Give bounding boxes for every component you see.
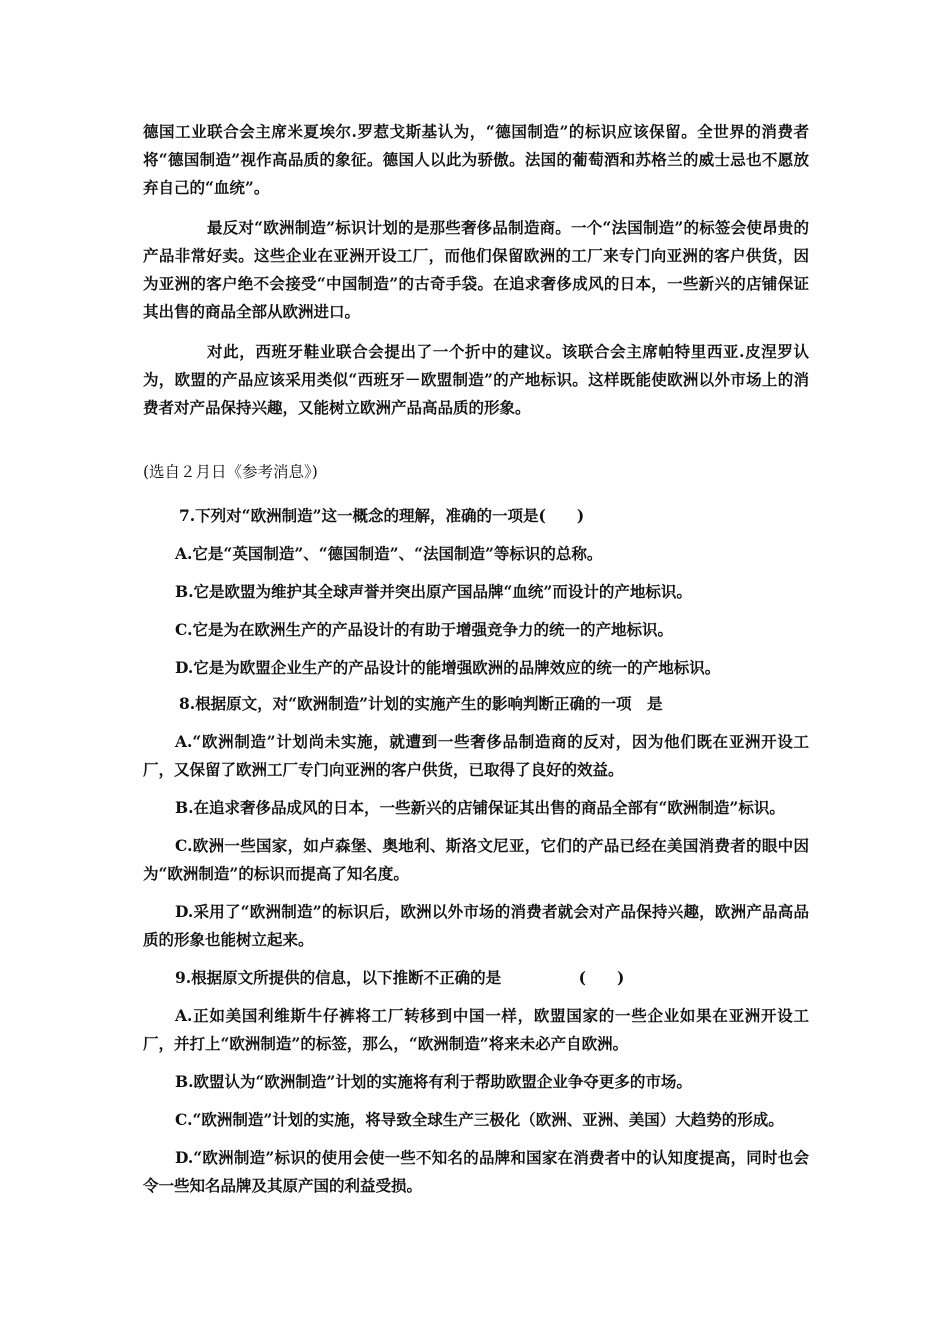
article-paragraph-2: 最反对“欧洲制造”标识计划的是那些奢侈品制造商。一个“法国制造”的标签会使昂贵的产品非常好卖。这些企业在亚洲开设工厂，而他们保留欧洲的工厂来专门向亚洲的客户供货，因为亚洲的客户绝不会接受“中国制造”的古奇手袋。在追求奢侈成风的日本，一些新兴的店铺保证其出售的商品全部从欧洲进口。 bbox=[143, 218, 809, 321]
option-d: D.它是为欧盟企业生产的产品设计的能增强欧洲的品牌效应的统一的产地标识。 bbox=[175, 657, 721, 677]
option-c: C.“欧洲制造”计划的实施，将导致全球生产三极化（欧洲、亚洲、美国）大趋势的形成。 bbox=[175, 1109, 784, 1129]
option-b: B.欧盟认为“欧洲制造”计划的实施将有利于帮助欧盟企业争夺更多的市场。 bbox=[175, 1071, 692, 1091]
option-a: A.正如美国利维斯牛仔裤将工厂转移到中国一样，欧盟国家的一些企业如果在亚洲开设工厂，并打上“欧洲制造”的标签，那么，“欧洲制造”将来未必产自欧洲。 bbox=[143, 1005, 809, 1053]
option-d: D.采用了“欧洲制造”的标识后，欧洲以外市场的消费者就会对产品保持兴趣，欧洲产品高品质的形象也能树立起来。 bbox=[143, 901, 809, 949]
option-a: A.它是“英国制造”、“德国制造”、“法国制造”等标识的总称。 bbox=[175, 543, 603, 563]
source-note: (选自２月日《参考消息》) bbox=[143, 463, 318, 481]
question-stem: 8.根据原文，对“欧洲制造”计划的实施产生的影响判断正确的一项 是 bbox=[179, 693, 663, 713]
option-b: B.它是欧盟为维护其全球声誉并突出原产国品牌“血统”而设计的产地标识。 bbox=[175, 581, 692, 601]
question-9 bbox=[143, 964, 809, 1200]
document-page bbox=[143, 118, 809, 1200]
article-paragraph-3: 对此，西班牙鞋业联合会提出了一个折中的建议。该联合会主席帕特里西亚.皮涅罗认为，欧盟的产品应该采用类似“西班牙－欧盟制造”的产地标识。这样既能使欧洲以外市场上的消费者对产品保持兴趣，又能树立欧洲产品高品质的形象。 bbox=[143, 342, 809, 417]
question-stem: 9.根据原文所提供的信息，以下推断不正确的是 ( ) bbox=[175, 967, 625, 987]
option-a: A.“欧洲制造”计划尚未实施，就遭到一些奢侈品制造商的反对，因为他们既在亚洲开设工厂，又保留了欧洲工厂专门向亚洲的客户供货，已取得了良好的效益。 bbox=[143, 731, 809, 779]
option-d: D.“欧洲制造”标识的使用会使一些不知名的品牌和国家在消费者中的认知度提高，同时也会令一些知名品牌及其原产国的利益受损。 bbox=[143, 1147, 809, 1195]
question-stem: 7.下列对“欧洲制造”这一概念的理解，准确的一项是( ) bbox=[179, 505, 585, 525]
question-7 bbox=[143, 502, 809, 682]
option-b: B.在追求奢侈品成风的日本，一些新兴的店铺保证其出售的商品全部有“欧洲制造”标识。 bbox=[175, 797, 785, 817]
question-8 bbox=[143, 690, 809, 954]
option-c: C.欧洲一些国家，如卢森堡、奥地利、斯洛文尼亚，它们的产品已经在美国消费者的眼中因为“欧洲制造”的标识而提高了知名度。 bbox=[143, 835, 809, 883]
option-c: C.它是为在欧洲生产的产品设计的有助于增强竞争力的统一的产地标识。 bbox=[175, 619, 673, 639]
article-paragraph-1: 德国工业联合会主席米夏埃尔.罗惹戈斯基认为，“德国制造”的标识应该保留。全世界的消费者将“德国制造”视作高品质的象征。德国人以此为骄傲。法国的葡萄酒和苏格兰的威士忌也不愿放弃自己的“血统”。 bbox=[143, 122, 809, 197]
